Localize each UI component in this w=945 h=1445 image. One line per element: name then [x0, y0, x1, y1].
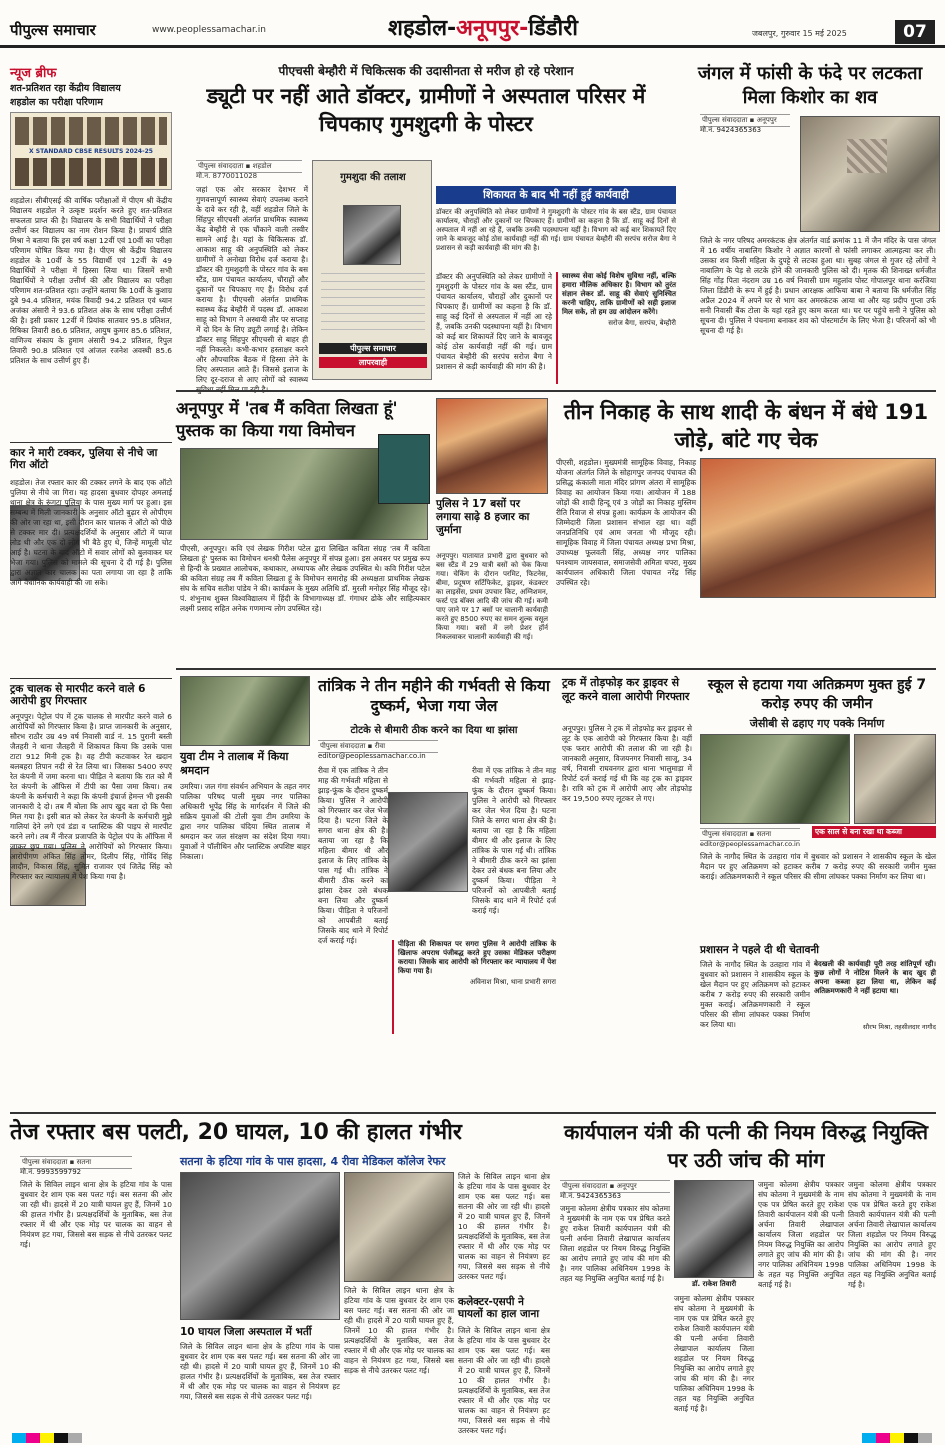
divider [176, 390, 936, 392]
quote-text: पीड़िता की शिकायत पर सगरा पुलिस ने आरोपी तांत्रिक के खिलाफ अपराध पंजीबद्ध करते हुए उसका मेडिकल परीक्षण कराया। जिसके बाद आरोपी को गिरफ्तार कर न्यायालय में पेश किया गया है। [398, 940, 556, 975]
results-poster [10, 112, 172, 190]
boy-body: जिले के नगर परिषद अमरकंटक क्षेत्र अंतर्गत वार्ड क्रमांक 11 में जैन मंदिर के पास जंगल में 16 वर्षीय नाबालिग किशोर ने अज्ञात कारणों से फांसी लगाकर आत्महत्या कर ली। उसका शव किसी महिला के दुपट्टे से लटका हुआ था। सुबह जंगल से गुजर रहे लोगों ने नाबालिग के पेड़ से लटके होने की जानकारी पुलिस को दी। मृतक की शिनाख्त धर्मजीत सिंह गोंड़ पिता नंदराम उम्र 16 वर्ष निवासी ग्राम महुलांव पोस्ट गोपालपुर थाना करंजिया जिला डिंडौरी के रूप में हुई है। प्रधान आरक्षक आफिया बाबा ने बताया कि धर्मजीत सिंह अप्रैल 2024 में अपने घर से भाग कर अमरकंटक आया था और यह प्रदीप गुप्ता उर्फ सनी निवासी बैंक टोला के यहां रहते हुए काम करता था। घर पर पहुंचे सनी ने पुलिस को सूचना दी। पुलिस ने पंचनामा बनाकर शव को पोस्टमार्टम के लिए भेजा है। परिजनों को भी सूचना दी गई है। [700, 236, 936, 335]
bus-fine-headline: पुलिस ने 17 बसों पर लगाया साढ़े 8 हजार का जुर्माना [436, 498, 530, 536]
tantrik-byline: पीपुल्स संवाददाता ▪ रीवा [318, 740, 438, 753]
marriage-photo [700, 458, 936, 598]
truck-assault-headline: ट्रक चालक से मारपीट करने वाले 6 आरोपी हुए गिरफ्तार [10, 683, 146, 707]
bus-accident-body-2-text: जिले के सिविल लाइन थाना क्षेत्र के हटिया गांव के पास बुधवार देर शाम एक बस पलट गई। बस सतना की ओर जा रही थी। हादसे में 20 यात्री घायल हुए हैं, जिनमें 10 की हालत गंभीर है। प्रत्यक्षदर्शियों के मुताबिक, बस तेज रफ्तार में थी और एक मोड़ पर चालक का वाहन से नियंत्रण हट गया, जिससे बस सड़क से नीचे उतरकर पलट गई। [180, 1342, 340, 1401]
bus-accident-body: जिले के सिविल लाइन थाना क्षेत्र के हटिया गांव के पास बुधवार देर शाम एक बस पलट गई। बस सतना की ओर जा रही थी। हादसे में 20 यात्री घायल हुए हैं, जिनमें 10 की हालत गंभीर है। प्रत्यक्षदर्शियों के मुताबिक, बस तेज रफ्तार में थी और एक मोड़ पर चालक का वाहन से नियंत्रण हट गया, जिससे बस सड़क से नीचे उतरकर पलट गई। [20, 1180, 172, 1249]
divider [10, 1112, 936, 1114]
bus-accident-body-4 [458, 1172, 550, 1292]
student-photos-row1 [15, 117, 167, 145]
section-c: डिंडौरी [528, 16, 578, 41]
car-body: शहडोल। तेज रफ्तार कार की टक्कर लगने के बाद एक ऑटो पुलिया से नीचे जा गिरा। यह हादसा बुधवार दोपहर अमलाई थाना क्षेत्र के रूंगटा पुलिया के पास मुख्य मार्ग पर हुआ। इस सम्बन्ध में मिली जानकारी के अनुसार ऑटो बुढ़ार से ओपीएम की ओर जा रहा था, इसी दौरान कार चालक ने ऑटो को पीछे से टक्कर मार दी। प्रत्यक्षदर्शियों के अनुसार ऑटो में प्याज लोड थी और एक दो लोग भी बैठे हुए थे, जिन्हें मामूली चोट आई है। घटना के बाद ऑटो में सवार लोगों को बुलवाकर घर भेजा गया। पुलिस को मामले की सूचना दे दी गई है। पुलिस द्वारा अज्ञात कार चालक का पता लगाया जा रहा है ताकि आगे वैधानिक कार्यवाही की जा सके। [10, 478, 172, 587]
marriage-headline: तीन निकाह के साथ शादी के बंधन में बंधे 191 जोड़े, बांटे गए चेक [563, 400, 929, 452]
encroach-body-2 [700, 960, 810, 1034]
encroach-body: जिले के नागौद स्थित के उतहारा गांव में बुधवार को प्रशासन ने शासकीय स्कूल के खेल मैदान पर हुए अतिक्रमण को हटाकर करीब 7 करोड़ रुपए की सरकारी जमीन मुक्त कराई। अतिक्रमणकारी ने स्कूल परिसर की सीमा लांघकर पक्का निर्माण कर लिया था। [700, 852, 936, 881]
doctor-photo [343, 205, 401, 265]
bus-accident-byline: पीपुल्स संवाददाता ▪ सतना [20, 1156, 132, 1169]
divider [10, 442, 172, 443]
byline-place: अनूपपुर [616, 1182, 637, 1190]
tantrik-headline: तांत्रिक ने तीन महीने की गर्भवती से किया दुष्कर्म, भेजा गया जेल [318, 677, 550, 715]
tantrik-email: editor@peoplessamachar.co.in [318, 752, 426, 760]
bus-accident-body-4-text: जिले के सिविल लाइन थाना क्षेत्र के हटिया गांव के पास बुधवार देर शाम एक बस पलट गई। बस सतना की ओर जा रही थी। हादसे में 20 यात्री घायल हुए हैं, जिनमें 10 की हालत गंभीर है। प्रत्यक्षदर्शियों के मुताबिक, बस तेज रफ्तार में थी और एक मोड़ पर चालक का वाहन से नियंत्रण हट गया, जिससे बस सड़क से नीचे उतरकर पलट गई। [458, 1172, 550, 1281]
wife-body: जमुना कोलमा क्षेत्रीय पत्रकार संघ कोतमा ने मुख्यमंत्री के नाम एक पत्र प्रेषित करते हुए राकेश तिवारी कार्यपालन यंत्री की पत्नी अर्चना तिवारी लेखापाल कार्यालय जिला शहडोल पर नियम विरुद्ध नियुक्ति का आरोप लगाते हुए जांच की मांग की है। नगर पालिका अधिनियम 1998 के तहत यह नियुक्ति अनुचित बताई गई है। [560, 1204, 670, 1283]
marriage-body: पीएसी, शहडोल। मुख्यमंत्री सामूहिक विवाह, निकाह योजना अंतर्गत जिले के सोहागपुर जनपद पंचायत की प्रसिद्ध कंकाली माता मंदिर प्रांगण अंतरा में सामूहिक विवाह का आयोजन किया गया। आयोजन में 188 जोड़ों की शादी हिन्दू एवं 3 जोड़ों का निकाह मुस्लिम रीति रिवाज से संपन्न हुआ। कार्यक्रम के आयोजन की जिम्मेदारी जिला प्रशासन संभाल रहा था। वहीं जनप्रतिनिधि एवं आम जनता भी मौजूद रही। सामूहिक विवाह में जिला पंचायत अध्यक्ष प्रभा मिश्रा, उपाध्यक्ष फूलवती सिंह, अध्यक्ष नगर पालिका घनश्याम जायसवाल, समाजसेवी अमिता चपरा, मुख्य कार्यपालन अधिकारी जिला पंचायत नरेंद्र सिंह उपस्थित रहे। [556, 458, 696, 587]
byline-name: पीपुल्स संवाददाता [702, 116, 748, 124]
truck-loot-headline: ट्रक में तोड़फोड़ कर ड्राइवर से लूट करने वाला आरोपी गिरफ्तार [562, 676, 690, 703]
brief-body: शहडोल। सीबीएसई की वार्षिक परीक्षाओं में पीएम श्री केंद्रीय विद्यालय शहडोल ने उत्कृष्ट प्रदर्शन करते हुए शत-प्रतिशत सफलता प्राप्त की है। विद्यालय के सभी विद्यार्थियों ने परीक्षा उत्तीर्ण कर विद्यालय का नाम रोशन किया है। प्राचार्य प्रीति मिश्रा ने बताया कि इस वर्ष कक्षा 12वीं एवं 10वीं का परीक्षा परिणाम घोषित किया गया है। पीएम श्री केंद्रीय विद्यालय शहडोल के 10वीं के 55 विद्यार्थी एवं 12वीं के 49 विद्यार्थियों ने परीक्षा में हिस्सा लिया था। जिसमें सभी विद्यार्थियों ने परीक्षा उत्तीर्ण की और विद्यालय का परीक्षा परिणाम शत-प्रतिशत रहा। उन्होंने बताया कि 10वीं के कुशाग्र दुबे 94.4 प्रतिशत, मयंक त्रिवादी 94.2 प्रतिशत एवं ध्यान अजंका अंसारी ने 93.6 प्रतिशत अंक के साथ परीक्षा उत्तीर्ण की है। इसी प्रकार 12वीं में प्रियांक सातवार 95.8 प्रतिशत, रिषिका तिवारी 86.6 प्रतिशत, आयुष कुमार 85.6 प्रतिशत, वाणिज्य संकाय के हुमाम अंसारी 94.2 प्रतिशत, रिपुल तिवारी 90.8 प्रतिशत एवं आंजल रजनेश अवस्थी 85.6 प्रतिशत के साथ उत्तीर्ण हुए हैं। [10, 196, 172, 365]
bus-accident-body-3-text: जिले के सिविल लाइन थाना क्षेत्र के हटिया गांव के पास बुधवार देर शाम एक बस पलट गई। बस सतना की ओर जा रही थी। हादसे में 20 यात्री घायल हुए हैं, जिनमें 10 की हालत गंभीर है। प्रत्यक्षदर्शियों के मुताबिक, बस तेज रफ्तार में थी और एक मोड़ पर चालक का वाहन से नियंत्रण हट गया, जिससे बस सड़क से नीचे उतरकर पलट गई। [344, 1286, 454, 1375]
encroach-photo [700, 734, 850, 824]
section-b: अनूपपुर- [456, 16, 529, 41]
truck-assault-body: अनूपपुर। पेट्रोल पंप में ट्रक चालक से मारपीट करने वाले 6 आरोपियों को गिरफ्तार किया है। प्राप्त जानकारी के अनुसार, सौरभ राठौर उम्र 49 वर्ष निवासी वार्ड नं. 15 पुरानी बस्ती जैतहरी ने थाना जैतहरी में शिकायत किया कि उसके पास टाटा 912 मिनी ट्रक है। वह टीपी कटवाकर रेत खदान बलबहरा तिपान नदी से रेत लिया था। जिसका 5400 रुपए रेत कंपनी में जमा करना था। पीड़ित ने बताया कि रात को मैं रेत कंपनी के ऑफिस में टीपी का पैसा जमा किया। तब कंपनी के कर्मचारी ने कहा कि कंपनी इंचार्ज हेमन्त भी इसकी जानकारी दे दो। तब मैं बोला कि आप खुद बता दो कि पैसा मिल गया है। इसी बात को लेकर रेत कंपनी के कर्मचारी मुझे गालियां देने लगे एवं डंडा व प्लास्टिक की पाइप से मारपीट करने लगे। तब मैं नीरज प्रजापति के पेट्रोल पंप के ऑफिस में जाकर छुप गया। पुलिस ने आरोपियों को गिरफ्तार किया। आरोपीगण अंकित सिंह तोमर, दिलीप सिंह, गोविंद सिंह जादौन, विकास सिंह, सुमित राजावर एवं जितेंद्र सिंह को गिरफ्तार कर न्यायालय में पेश किया गया है। [10, 712, 172, 881]
shramdaan-body: उमरिया। जल गंगा संवर्धन अभियान के तहत नगर पालिका परिषद पाली मुख्य नगर पालिका अधिकारी भूपेंद्र सिंह के मार्गदर्शन में जिले की सक्रिय युवाओं की टोली युवा टीम उमरिया के द्वारा नगर पालिका चंदिया स्थित तालाब में श्रमदान कर जल संरक्षण का संदेश दिया गया। युवाओं ने पॉलीथिन और प्लास्टिक अपशिष्ट बाहर निकाला। [180, 782, 310, 861]
quote-author: सरोज बैगा, सरपंच, बेम्हौरी [608, 319, 676, 327]
bus-accident-body-5 [458, 1326, 550, 1435]
poster-title: गुमशुदा की तलाश [340, 172, 406, 183]
tantrik-body: रीवा में एक तांत्रिक ने तीन माह की गर्भवती महिला से झाड़-फूंक के दौरान दुष्कर्म किया। पुलिस ने आरोपी को गिरफ्तार कर जेल भेज दिया है। घटना जिले के सगरा थाना क्षेत्र की है। बताया जा रहा है कि महिला बीमार थी और इलाज के लिए तांत्रिक के पास गई थी। तांत्रिक ने बीमारी ठीक करने का झांसा देकर उसे बंधक बना लिया और दुष्कर्म किया। पीड़िता ने परिजनों को आपबीती बताई जिसके बाद थाने में रिपोर्ट दर्ज कराई गई। [318, 766, 388, 945]
tantrik-quote [392, 940, 556, 1034]
byline-place: सतना [756, 830, 772, 838]
book-body: पीएसी, अनूपपुर। कवि एवं लेखक गिरीश पटेल द्वारा लिखित कविता संग्रह 'तब मैं कविता लिखता हूं' पुस्तक का विमोचन धनश्री पैलेस अनूपपुर में संपन्न हुआ। इस अवसर पर प्रमुख रूप से हिन्दी के प्रख्यात आलोचक, कथाकार, अध्यापक और लेखक उपस्थित थे। कवि गिरीश पटेल की कविता संग्रह तब मैं कविता लिखता हूं के विमोचन समारोह की अध्यक्षता प्राथमिक लेखक संघ के सचिव सतीश पांडेय ने की। कार्यक्रम के मुख्य अतिथि डॉ. मुरली मनोहर सिंह मौजूद रहे। पं. शंभुनाथ शुक्ल विश्वविद्यालय में हिंदी के विभागाध्यक्ष डॉ. गंगाधर ढोके और साहित्यकार लक्ष्मी प्रसाद सहित अनेक गणमान्य लोग उपस्थित रहे। [180, 544, 430, 613]
tiwari-caption: डॉ. राकेश तिवारी [691, 1280, 737, 1288]
bus-accident-headline: तेज रफ्तार बस पलटी, 20 घायल, 10 की हालत गंभीर [10, 1120, 462, 1145]
encroach-photo-caption: एक साल से बना रखा था कब्जा [812, 826, 936, 838]
bus-fine-body: अनूपपुर। यातायात प्रभारी द्वारा बुधवार को बस स्टैंड में 29 यात्री बसों को चेक किया गया। चेकिंग के दौरान परमिट, फिटनेस, बीमा, प्रदूषण सर्टिफिकेट, ड्राइवर, कंडक्टर का लाइसेंस, प्रथम उपचार किट, अग्निशमन, फर्स्ट एड बॉक्स आदि की जांच की गई। कमी पाए जाने पर 17 बसों पर चालानी कार्यवाही करते हुए 8500 रुपए का समन शुल्क वसूल किया गया। बसों में लगे प्रेशर हॉर्न निकलवाकर चालानी कार्यवाही की गई। [436, 552, 548, 641]
byline-place: शहडोल [252, 162, 272, 170]
byline-place: सतना [76, 1158, 92, 1166]
registration-bar [862, 1433, 932, 1443]
wife-body-4 [848, 1180, 936, 1430]
bus-accident-body-3 [344, 1286, 454, 1430]
wife-body-3 [758, 1180, 844, 1430]
wife-body-4-text: जमुना कोलमा क्षेत्रीय पत्रकार संघ कोतमा ने मुख्यमंत्री के नाम एक पत्र प्रेषित करते हुए राकेश तिवारी कार्यपालन यंत्री की पत्नी अर्चना तिवारी लेखापाल कार्यालय जिला शहडोल पर नियम विरुद्ध नियुक्ति का आरोप लगाते हुए जांच की मांग की है। नगर पालिका अधिनियम 1998 के तहत यह नियुक्ति अनुचित बताई गई है। [848, 1180, 936, 1289]
section-title [388, 12, 578, 42]
byline-name: पीपुल्स संवाददाता [320, 742, 366, 750]
boy-headline: जंगल में फांसी के फंदे पर लटकता मिला किशोर का शव [697, 63, 923, 108]
doctor-body-cont-text: डॉक्टर की अनुपस्थिति को लेकर ग्रामीणों ने गुमशुदगी के पोस्टर गांव के बस स्टैंड, ग्राम पंचायत कार्यालय, चौराहों और दुकानों पर चिपकाए हैं। ग्रामीणों का कहना है कि डॉ. साहू कई दिनों से अस्पताल में नहीं आ रहे हैं, जबकि उनकी पदस्थापना यहीं है। विभाग को कई बार शिकायतें दिए जाने के बावजूद कोई ठोस कार्यवाही नहीं की गई। ग्राम पंचायत बेम्हौरी की सरपंच सरोज बैगा ने प्रशासन से कड़ी कार्यवाही की मांग की है। [436, 272, 552, 371]
encroach-sub2: प्रशासन ने पहले दी थी चेतावनी [700, 944, 820, 956]
website: www.peoplessamachar.in [152, 25, 266, 35]
byline-place: अनूपपुर [756, 116, 777, 124]
poster-caption: लापरवाही [319, 357, 427, 368]
doctor-body: जहां एक ओर सरकार देशभर में गुणवत्तापूर्ण स्वास्थ्य सेवाएं उपलब्ध कराने के दावे कर रही है, वहीं शहडोल जिले के सिंहपुर सीएचसी अंतर्गत प्राथमिक स्वास्थ्य केंद्र बेम्हौरी से एक चौंकाने वाली तस्वीर सामने आई है। यहां के चिकित्सक डॉ. आकाश साहू की अनुपस्थिति को लेकर ग्रामीणों ने अनोखा विरोध दर्ज कराया है। डॉक्टर की गुमशुदगी के पोस्टर गांव के बस स्टैंड, ग्राम पंचायत कार्यालय, चौराहों और दुकानों पर चिपकाए गए हैं। विरोध दर्ज कराया है। पीएचसी अंतर्गत प्राथमिक स्वास्थ्य केंद्र बेम्हौरी में पदस्थ डॉ. आकाश साहू को विभाग ने अस्थायी तौर पर सप्ताह में दो दिन के लिए ड्यूटी लगाई है। लेकिन डॉक्टर साहू सिंहपुर सीएचसी से बाहर ही नहीं निकलते। कभी-कभार हस्ताक्षर करने और औपचारिक बैठक में हिस्सा लेने के लिए अस्पताल आते हैं। जिससे इलाज के लिए दूर-दराज से आए लोगों को स्वास्थ्य [196, 185, 308, 384]
doctor-quote [556, 272, 676, 384]
wife-headline: कार्यपालन यंत्री की पत्नी की नियम विरुद्ध नियुक्ति पर उठी जांच की मांग [563, 1120, 929, 1172]
byline-name: पीपुल्स संवाददाता [702, 830, 748, 838]
book-cover [378, 434, 430, 504]
bus-accident-photo [180, 1172, 340, 1320]
wife-body-2-text: जमुना कोलमा क्षेत्रीय पत्रकार संघ कोतमा ने मुख्यमंत्री के नाम एक पत्र प्रेषित करते हुए राकेश तिवारी कार्यपालन यंत्री की पत्नी अर्चना तिवारी लेखापाल कार्यालय जिला शहडोल पर नियम विरुद्ध नियुक्ति का आरोप लगाते हुए जांच की मांग की है। नगर पालिका अधिनियम 1998 के तहत यह नियुक्ति अनुचित बताई गई है। [674, 1294, 754, 1413]
encroach-headline: स्कूल से हटाया गया अतिक्रमण मुक्त हुई 7 करोड़ रुपए की जमीन [707, 677, 927, 712]
tantrik-body-2-text: रीवा में एक तांत्रिक ने तीन माह की गर्भवती महिला से झाड़-फूंक के दौरान दुष्कर्म किया। पुलिस ने आरोपी को गिरफ्तार कर जेल भेज दिया है। घटना जिले के सगरा थाना क्षेत्र की है। बताया जा रहा है कि महिला बीमार थी और इलाज के लिए तांत्रिक के पास गई थी। तांत्रिक ने बीमारी ठीक करने का झांसा देकर उसे बंधक बना लिया और दुष्कर्म किया। पीड़िता ने परिजनों को आपबीती बताई जिसके बाद थाने में रिपोर्ट दर्ज कराई गई। [472, 766, 556, 915]
tantrik-body-2 [472, 766, 556, 936]
divider [176, 668, 936, 670]
wife-byline: पीपुल्स संवाददाता ▪ अनूपपुर [560, 1180, 670, 1193]
doctor-headline: ड्यूटी पर नहीं आते डॉक्टर, ग्रामीणों ने अस्पताल परिसर में चिपकाए गुमशुदगी के पोस्टर [206, 84, 646, 136]
brief-sub2: शहडोल का परीक्षा परिणाम [10, 97, 103, 108]
bus-accident-body-5-text: जिले के सिविल लाइन थाना क्षेत्र के हटिया गांव के पास बुधवार देर शाम एक बस पलट गई। बस सतना की ओर जा रही थी। हादसे में 20 यात्री घायल हुए हैं, जिनमें 10 की हालत गंभीर है। प्रत्यक्षदर्शियों के मुताबिक, बस तेज रफ्तार में थी और एक मोड़ पर चालक का वाहन से नियंत्रण हट गया, जिससे बस सड़क से नीचे उतरकर पलट गई। [458, 1326, 550, 1435]
missing-poster [312, 160, 432, 380]
jcb-photo [854, 734, 936, 824]
doctor-byline: पीपुल्स संवाददाता ▪ शहडोल [196, 160, 302, 173]
doctor-sidebox-title: शिकायत के बाद भी नहीं हुई कार्यवाही [436, 186, 676, 204]
wife-body-3-text: जमुना कोलमा क्षेत्रीय पत्रकार संघ कोतमा ने मुख्यमंत्री के नाम एक पत्र प्रेषित करते हुए राकेश तिवारी कार्यपालन यंत्री की पत्नी अर्चना तिवारी लेखापाल कार्यालय जिला शहडोल पर नियम विरुद्ध नियुक्ति का आरोप लगाते हुए जांच की मांग की है। नगर पालिका अधिनियम 1998 के तहत यह नियुक्ति अनुचित बताई गई है। [758, 1180, 844, 1289]
logo: पीपुल्स समाचार [10, 21, 96, 39]
divider [10, 678, 172, 679]
shramdaan-photo [180, 676, 310, 746]
encroach-body-2-text: जिले के नागौद स्थित के उतहारा गांव में बुधवार को प्रशासन ने शासकीय स्कूल के खेल मैदान पर हुए अतिक्रमण को हटाकर करीब 7 करोड़ रुपए की सरकारी जमीन मुक्त कराई। अतिक्रमणकारी ने स्कूल परिसर की सीमा लांघकर पक्का निर्माण कर लिया था। [700, 960, 810, 1029]
encroach-quote: बेदखली की कार्यवाही पूरी तरह शांतिपूर्ण रही। कुछ लोगों ने नोटिस मिलने के बाद खुद ही अपना कब्जा हटा लिया था, लेकिन कई अतिक्रमणकारी ने नहीं हटाया था। [814, 960, 936, 995]
quote-text: स्वास्थ्य सेवा कोई विशेष सुविधा नहीं, बल्कि हमारा मौलिक अधिकार है। विभाग को तुरंत संज्ञान लेकर डॉ. साहू की सेवाएं सुनिश्चित करनी चाहिए, ताकि ग्रामीणों को सही इलाज मिल सके, तो हम उग्र आंदोलन करेंगे। [562, 272, 676, 316]
results-banner: X STANDARD CBSE RESULTS 2024-25 [29, 148, 153, 155]
wife-mobile: मो.नं. 9424365363 [560, 1192, 622, 1200]
truck-loot-body: अनूपपुर। पुलिस ने ट्रक में तोड़फोड़ कर ड्राइवर से लूट के एक आरोपी को गिरफ्तार किया है। वहीं एक फरार आरोपी की तलाश की जा रही है। जानकारी अनुसार, विजयनगर निवासी साजू, 34 वर्ष, निवासी राघवनगर द्वारा थाना भालुमाड़ा में रिपोर्ट दर्ज कराई गई थी कि वह ट्रक का ड्राइवर है। रात्रि को ट्रक में आरोपी आए और तोड़फोड़ कर 19,500 रुपए लूटकर ले गए। [562, 724, 692, 803]
tantrik-photo [388, 792, 468, 892]
byline-name: पीपुल्स संवाददाता [562, 1182, 608, 1190]
poster-lines [321, 273, 425, 337]
bus-accident-body-2 [180, 1342, 340, 1430]
byline-name: पीपुल्स संवाददाता [198, 162, 244, 170]
student-photos-row2 [15, 158, 167, 186]
encroach-email: editor@peoplessamachar.co.in [700, 840, 800, 848]
bus-accident-sub2: 10 घायल जिला अस्पताल में भर्ती [180, 1326, 312, 1338]
boy-byline: पीपुल्स संवाददाता ▪ अनूपपुर [700, 114, 790, 127]
bus-accident-mobile: मो.नं. 9993599792 [20, 1168, 82, 1176]
boy-mobile: मो.नं. 9424365363 [700, 126, 762, 134]
section-a: शहडोल- [388, 16, 457, 41]
tiwari-photo [674, 1180, 754, 1278]
registration-bar [12, 1433, 82, 1443]
hospital-photo [344, 1172, 454, 1282]
byline-place: रीवा [374, 742, 386, 750]
news-brief-label: न्यूज ब्रीफ [10, 66, 57, 81]
quote-author: अविनाश मिश्रा, थाना प्रभारी सगरा [469, 978, 556, 986]
encroach-byline: पीपुल्स संवाददाता ▪ सतना [700, 828, 800, 841]
masthead [0, 0, 945, 48]
dateline: जबलपुर, गुरुवार 15 मई 2025 [752, 29, 847, 38]
doctor-body-cont [436, 272, 552, 384]
page-number: 07 [895, 20, 935, 44]
car-headline: कार ने मारी टक्कर, पुलिया से नीचे जा गिरा ऑटो [10, 447, 158, 471]
bus-accident-subhead: सतना के हटिया गांव के पास हादसा, 4 रीवा मेडिकल कॉलेज रेफर [180, 1155, 446, 1168]
wife-body-2 [674, 1294, 754, 1430]
doctor-kicker: पीएचसी बेम्हौरी में चिकित्सक की उदासीनता से मरीज हो रहे परेशान [278, 64, 574, 78]
bus-accident-sub3: कलेक्टर-एसपी ने घायलों का हाल जाना [458, 1296, 540, 1320]
tantrik-subhead: टोटके से बीमारी ठीक करने का दिया था झांसा [350, 725, 518, 736]
book-headline: अनूपपुर में 'तब मैं कविता लिखता हूं' पुस्तक का किया गया विमोचन [176, 399, 398, 440]
encroach-subhead: जेसीबी से ढहाए गए पक्के निर्माण [749, 717, 885, 730]
poster-logo: पीपुल्स समाचार [319, 343, 427, 354]
byline-name: पीपुल्स संवाददाता [22, 1158, 68, 1166]
doctor-sidebox-body: डॉक्टर की अनुपस्थिति को लेकर ग्रामीणों ने गुमशुदगी के पोस्टर गांव के बस स्टैंड, ग्राम पंचायत कार्यालय, चौराहों और दुकानों पर चिपकाए हैं। ग्रामीणों का कहना है कि डॉ. साहू कई दिनों से अस्पताल में नहीं आ रहे हैं, जबकि उनकी पदस्थापना यहीं है। विभाग को कई बार शिकायतें दिए जाने के बावजूद कोई ठोस कार्यवाही नहीं की गई। ग्राम पंचायत बेम्हौरी की सरपंच सरोज बैगा ने प्रशासन से कड़ी कार्यवाही की मांग की है। [436, 208, 676, 252]
brief-sub1: शत-प्रतिशत रहा केंद्रीय विद्यालय [10, 83, 121, 94]
doctor-mobile: मो.न. 8770011028 [196, 172, 258, 180]
encroach-quote-author: सौरभ मिश्रा, तहसीलदार नागौद [863, 1023, 936, 1031]
bus-illustration [436, 398, 548, 494]
shramdaan-headline: युवा टीम ने तालाब में किया श्रमदान [180, 750, 289, 777]
